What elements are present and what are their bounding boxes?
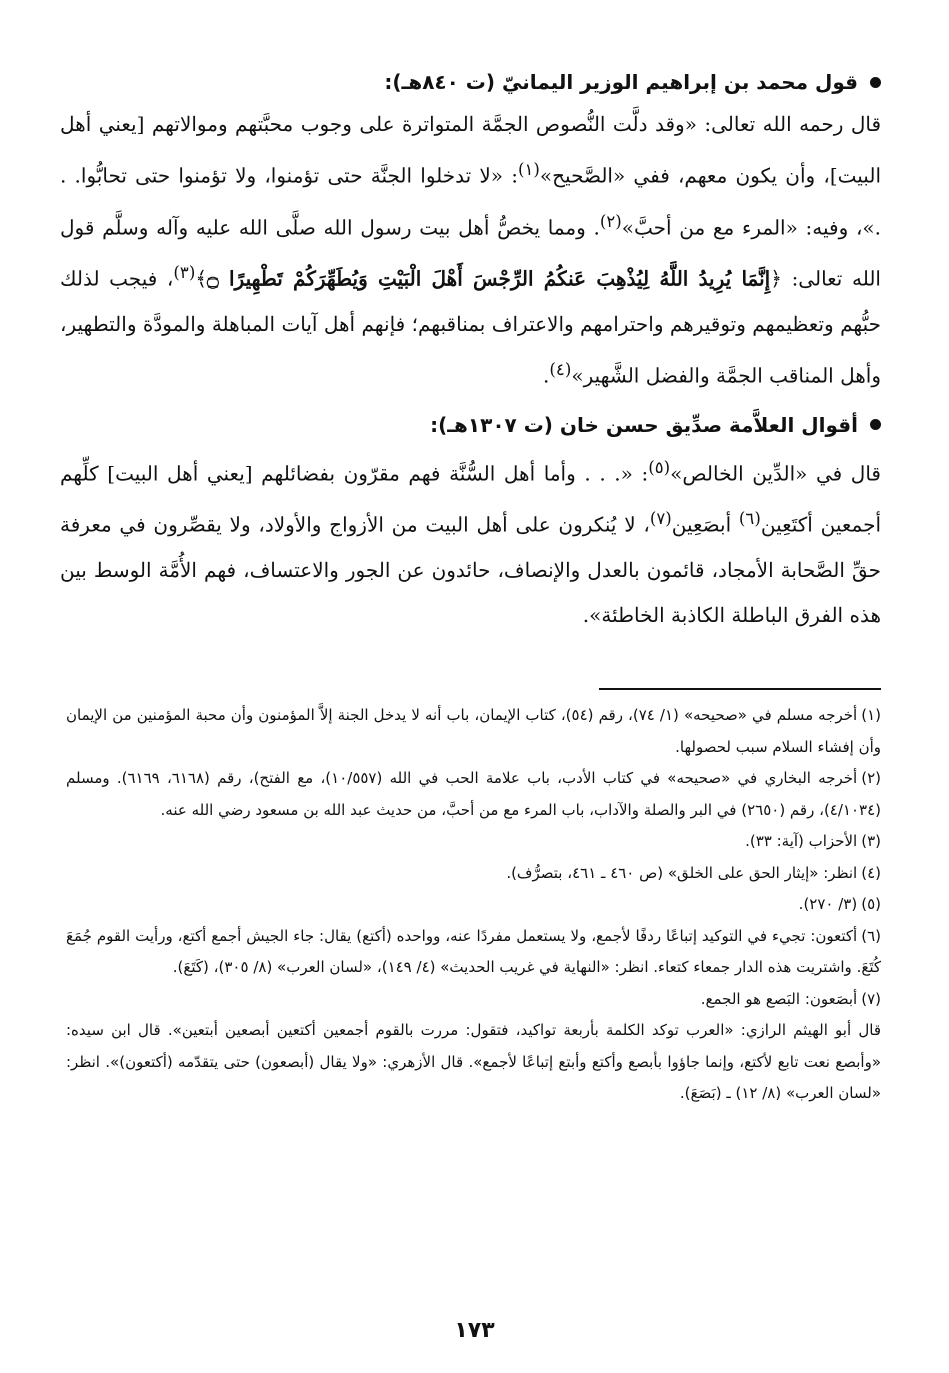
text-run: : «. . . وأما أهل السُّنَّة فهم مقرّون بفضائلهم [يعني أهل البيت] كلِّهم أجمعين أكتَعِين — [60, 461, 882, 537]
footnote-text: أخرجه البخاري في «صحيحه» في كتاب الأدب، باب علامة الحب في الله (١٠/٥٥٧)، مع الفتح)، رقم (٦١٦٨، ٦١٦٩). ومسلم (٤/١٠٣٤)، رقم (٢٦٥٠) في البر والصلة والآداب، باب المرء مع من أحبَّ، من حديث عبد الله بن مسعود رضي الله عنه. — [66, 769, 881, 819]
footnote-divider — [599, 688, 881, 690]
section-heading-siddiq-hasan-khan — [60, 405, 881, 445]
footnote-text: قال أبو الهيثم الرازي: «العرب توكد الكلمة بأربعة تواكيد، فتقول: مررت بالقوم أجمعين أكتعين أبصعين أبتعين». قال ابن سيده: «وأبصع نعت تابع لأكتع، وإنما جاؤوا بأبصع وأكتع وأبتع إتباعًا لأجمع». قال الأزهري: «ولا يقال (أبصعون) حتى يتقدّمه (أكتعون)». انظر: «لسان العرب» (٨/ ١٢) ـ (بَصَعَ). — [66, 1021, 881, 1102]
footnote-number: (٢) — [861, 769, 882, 787]
footnote-number: (٦) — [861, 926, 881, 945]
footnote-6 — [66, 921, 881, 984]
text-run: ، لا يُنكرون على أهل البيت من الأزواج والأولاد، ولا يقصِّرون في معرفة حقِّ الصَّحابة الأمجاد، قائمون بالعدل والإنصاف، حائدون عن الجور والاعتساف، فهم الأُمَّة الوسط بين هذه الفرق الباطلة الكاذبة الخاطئة». — [60, 512, 881, 627]
quote-paragraph-siddiq — [60, 445, 881, 638]
heading-text: قول محمد بن إبراهيم الوزير اليمانيّ (ت ٨٤٠هـ): — [384, 70, 858, 94]
text-run: قال رحمه الله تعالى: «وقد دلَّت النُّصوص الجمَّة المتواترة على وجوب محبَّتهم وموالاتهم [يعني أهل البيت]، وأن يكون معهم، ففي «الصَّحيح» — [60, 112, 882, 188]
footnote-number: (١) — [861, 706, 881, 724]
footnote-ref[interactable]: (٦) — [738, 509, 761, 529]
footnote-1 — [66, 700, 881, 763]
text-run: ﴾ — [195, 266, 208, 291]
footnote-number: (٣) — [861, 832, 881, 850]
footnote-number: (٤) — [861, 863, 881, 882]
footnote-ref[interactable]: (٧) — [649, 509, 672, 529]
footnote-5 — [66, 889, 881, 921]
quran-verse: إِنَّمَا يُرِيدُ اللَّهُ لِيُذْهِبَ عَنكُمُ الرِّجْسَ أَهْلَ الْبَيْتِ وَيُطَهِّرَكُمْ تَطْهِيرًا ۝ — [207, 266, 771, 291]
heading-text: أقوال العلاَّمة صدِّيق حسن خان (ت ١٣٠٧هـ): — [430, 412, 858, 437]
section-heading-alwazir — [60, 62, 881, 102]
footnote-ref[interactable]: (٣) — [173, 263, 196, 283]
footnote-text: أكتعون: تجيء في التوكيد إتباعًا ردفًا لأجمع، ولا يستعمل مفردًا عنه، وواحده (أكتع) يقال: جاء الجيش أجمع أكتع، ورأيت القوم جُمَعَ كُتَعَ. واشتريت هذه الدار جمعاء كتعاء. انظر: «النهاية في غريب الحديث» (٤/ ١٤٩)، «لسان العرب» (٨/ ٣٠٥)، (كَتَعَ). — [66, 926, 881, 976]
text-run: قال في «الدِّين الخالص» — [670, 461, 881, 486]
footnote-text: (٣/ ٢٧٠). — [798, 895, 858, 913]
footnote-7 — [66, 984, 881, 1016]
footnote-3 — [66, 826, 881, 858]
text-run: : «لا تدخلوا الجنَّة حتى تؤمنوا، ولا تؤمنوا حتى تحابُّوا. . .»، وفيه: «المرء مع من أحبَّ» — [60, 163, 881, 240]
footnotes — [66, 700, 881, 1110]
footnote-2 — [66, 763, 881, 826]
footnote-ref[interactable]: (٤) — [549, 359, 572, 379]
footnote-ref[interactable]: (٢) — [599, 211, 622, 231]
footnote-ref[interactable]: (٥) — [648, 457, 671, 477]
bullet-icon — [870, 77, 881, 88]
main-text — [60, 62, 881, 638]
footnote-number: (٥) — [861, 895, 881, 913]
bullet-icon — [870, 419, 881, 430]
quote-paragraph-alwazir — [60, 102, 881, 399]
footnote-number: (٧) — [861, 989, 881, 1008]
footnote-text: أخرجه مسلم في «صحيحه» (١/ ٧٤)، رقم (٥٤)، كتاب الإيمان، باب أنه لا يدخل الجنة إلاَّ المؤمنون وأن محبة المؤمنين من الإيمان وأن إفشاء السلام سبب لحصولها. — [66, 706, 881, 756]
footnote-text: الأحزاب (آية: ٣٣). — [745, 832, 858, 850]
footnote-4 — [66, 858, 881, 890]
footnote-text: انظر: «إيثار الحق على الخلق» (ص ٤٦٠ ـ ٤٦١، بتصرُّف). — [506, 863, 858, 882]
page-number: ١٧٣ — [454, 1318, 495, 1343]
text-run: ، فيجب لذلك حبُّهم وتعظيمهم وتوقيرهم واحترامهم والاعتراف بمناقبهم؛ فإنهم أهل آيات المباهلة والمودَّة والتطهير، وأهل المناقب الجمَّة والفضل الشَّهير» — [60, 266, 881, 388]
footnote-7-continuation — [66, 1015, 881, 1110]
footnote-text: أبصَعون: البَصع هو الجمع. — [700, 989, 858, 1008]
text-run: . ومما يخصُّ أهل بيت رسول الله صلَّى الله عليه وآله وسلَّم قول الله تعالى: ﴿ — [60, 215, 881, 291]
footnote-ref[interactable]: (١) — [517, 160, 540, 179]
text-run: أبصَعِين — [671, 512, 739, 537]
text-run: . — [543, 363, 550, 388]
